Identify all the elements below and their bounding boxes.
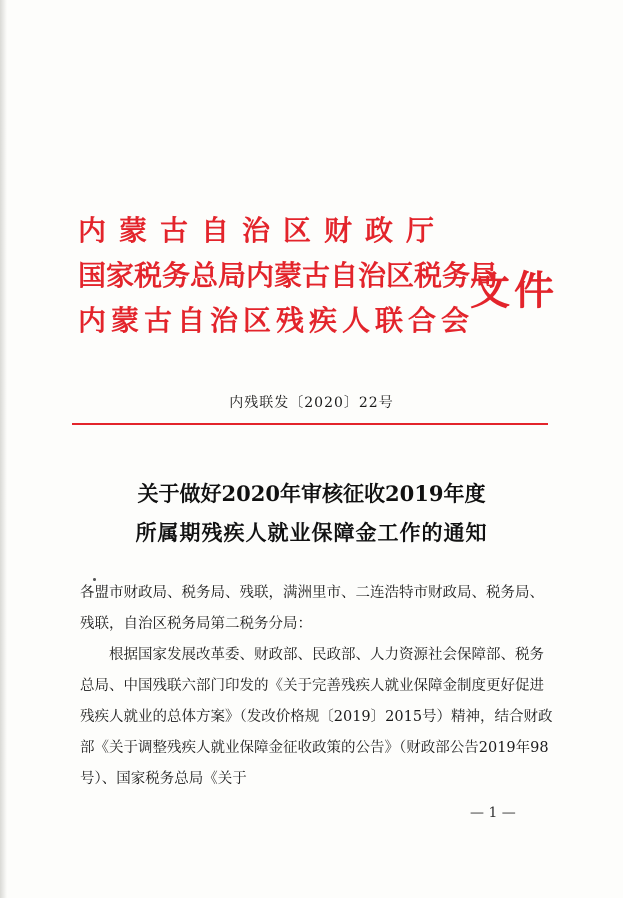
scan-edge-shadow: [0, 0, 7, 898]
document-number: 内残联发〔2020〕22号: [229, 395, 394, 411]
issuer-tax-bureau: 国家税务总局内蒙古自治区税务局: [78, 259, 499, 292]
issuer-disabled-persons-federation: 内蒙古自治区残疾人联合会: [78, 304, 475, 337]
document-type-label: 文件: [470, 267, 558, 314]
issuer-header: [78, 213, 558, 343]
addressees: 各盟市财政局、税务局、残联，满洲里市、二连浩特市财政局、税务局、残联，自治区税务局第二税务分局：: [80, 585, 544, 632]
body-paragraph-1: 根据国家发展改革委、财政部、民政部、人力资源社会保障部、税务总局、中国残联六部门印发的《关于完善残疾人就业保障金制度更好促进残疾人就业的总体方案》（发改价格规〔2019〕2015号）精神，结合财政部《关于调整残疾人就业保障金征收政策的公告》（财政部公告2019年98号）、国家税务总局《关于: [80, 647, 553, 787]
page-number: — 1 —: [470, 805, 516, 821]
title-line-2: 所属期残疾人就业保障金工作的通知: [135, 520, 488, 545]
issuer-finance-department: 内蒙古自治区财政厅: [78, 214, 448, 247]
body-text: [80, 578, 556, 795]
red-divider-line: [72, 423, 548, 425]
title-line-1: 关于做好2020年审核征收2019年度: [137, 481, 486, 506]
